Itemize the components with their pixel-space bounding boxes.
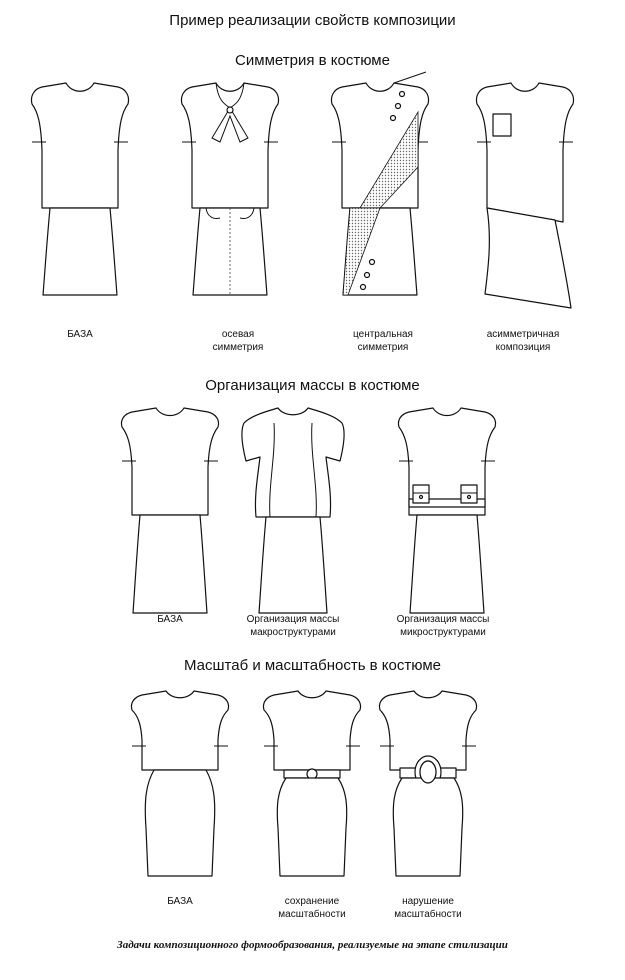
garment-figure-base-scale <box>130 688 230 888</box>
garment-figure-base-mass <box>120 405 220 625</box>
section-title-symmetry: Симметрия в костюме <box>235 52 390 69</box>
caption-base-symmetry: БАЗА <box>67 329 93 340</box>
caption-macrostructures: Организация массы макроструктурами <box>246 614 340 638</box>
caption-axial-symmetry: осевая симметрия <box>212 329 264 353</box>
garment-figure-preserved-scale <box>262 688 362 888</box>
caption-asymmetric-composition: асимметричная композиция <box>486 329 560 353</box>
page-title: Пример реализации свойств композиции <box>169 12 456 29</box>
caption-preserved-scale: сохранение масштабности <box>278 896 346 920</box>
garment-figure-broken-scale <box>378 688 478 888</box>
garment-figure-base-symmetry <box>30 80 130 300</box>
caption-microstructures: Организация массы микроструктурами <box>396 614 490 638</box>
section-title-mass: Организация массы в костюме <box>205 377 420 394</box>
caption-broken-scale: нарушение масштабности <box>394 896 462 920</box>
garment-figure-central-symmetry <box>330 72 430 302</box>
caption-base-mass: БАЗА <box>157 614 183 625</box>
garment-figure-macrostructures <box>238 405 348 625</box>
garment-figure-microstructures <box>395 405 505 625</box>
garment-figure-axial-symmetry <box>180 80 280 300</box>
caption-base-scale: БАЗА <box>167 896 193 907</box>
footer-caption: Задачи композиционного формообразования, реализуемые на этапе стилизации <box>117 939 508 951</box>
caption-central-symmetry: центральная симметрия <box>353 329 413 353</box>
garment-figure-asymmetric-composition <box>475 80 585 310</box>
section-title-scale: Масштаб и масштабность в костюме <box>183 657 441 674</box>
